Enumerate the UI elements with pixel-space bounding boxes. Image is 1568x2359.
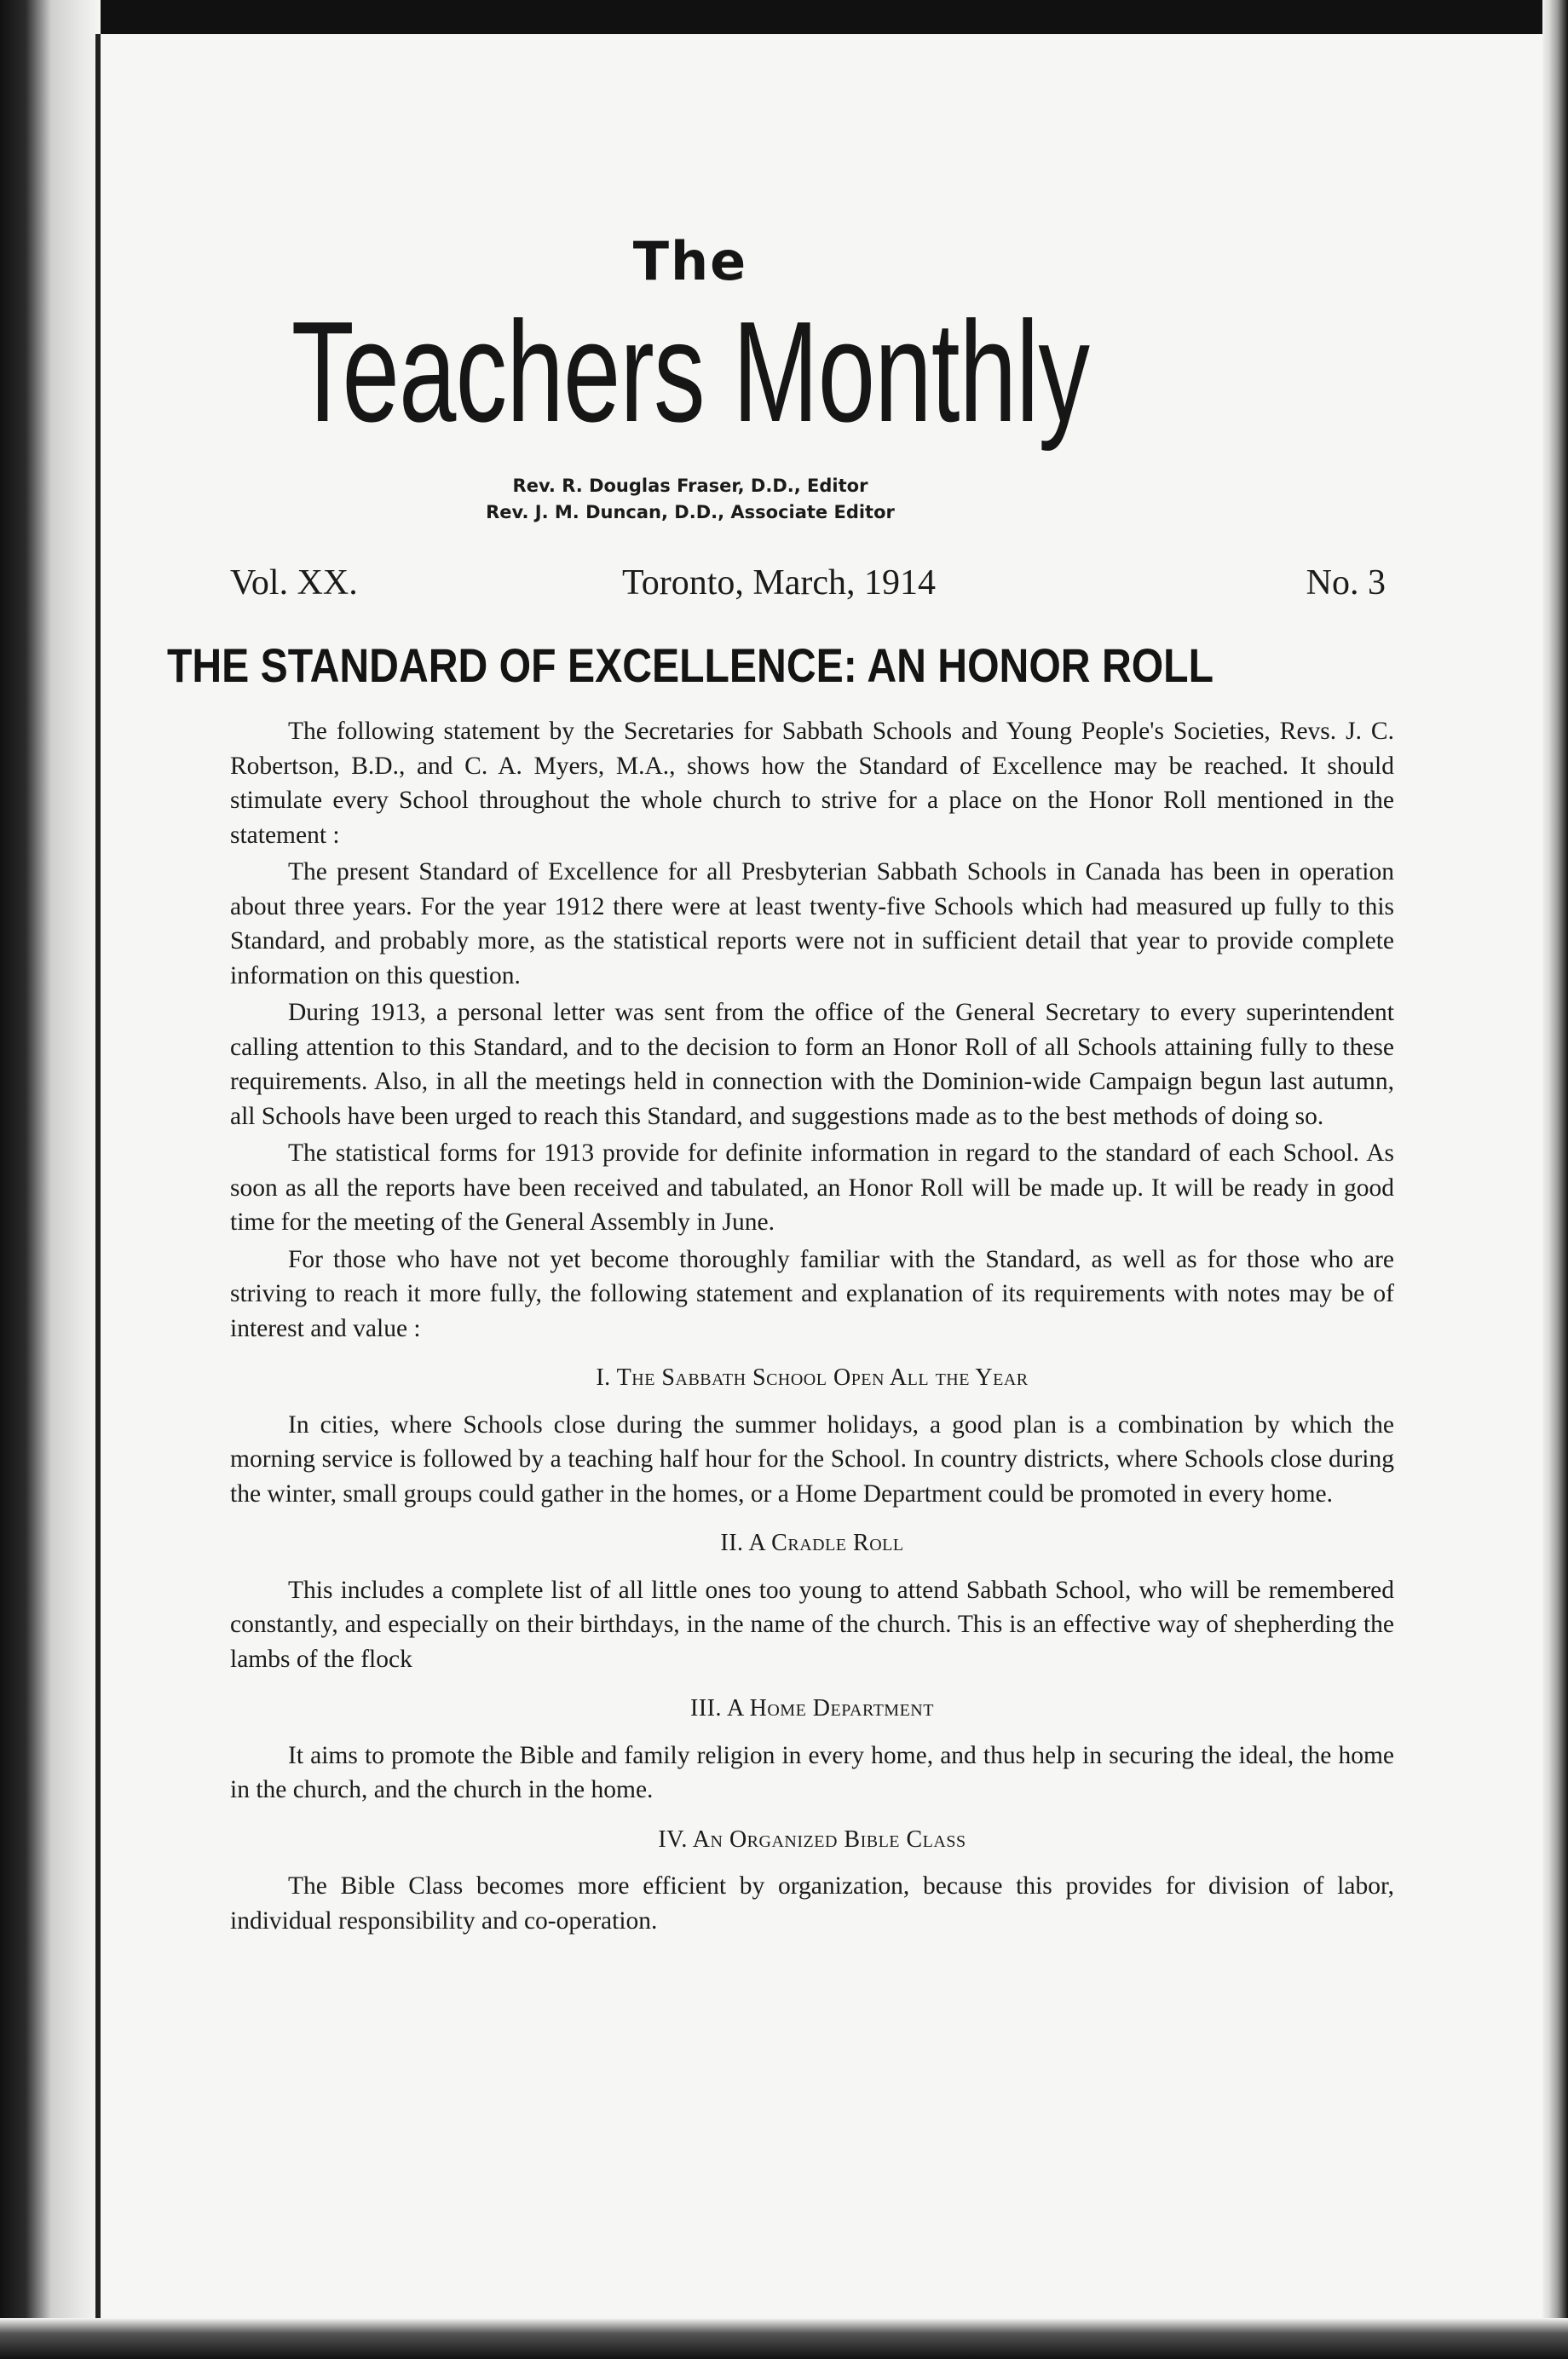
editors-block <box>0 473 1381 526</box>
issue-line <box>230 562 1386 610</box>
paragraph: The following statement by the Secretaries for Sabbath Schools and Young People's Societies, Revs. J. C. Robertson, B.D., and C. A. Myers, M.A., shows how the Standard of Excellence may be reached. It should stimulate every School throughout the whole church to strive for a place on the Honor Roll mentioned in the statement : <box>230 718 1394 849</box>
spine-line <box>95 34 101 2318</box>
paragraph: The statistical forms for 1913 provide for definite information in regard to the standard of each School. As soon as all the reports have been received and tabulated, an Honor Roll will be made up. It will be ready in good time for the meeting of the General Assembly in June. <box>230 1139 1394 1236</box>
section-heading: II. A Cradle Roll <box>720 1530 904 1556</box>
section-text: The Bible Class becomes more efficient by organization, because this provides for division of labor, individual responsibility and co-operation. <box>230 1872 1394 1935</box>
section-heading: III. A Home Department <box>690 1695 934 1722</box>
volume-label: Vol. XX. <box>230 563 358 603</box>
masthead-the: The <box>632 230 748 292</box>
page-edge-right <box>1542 0 1568 2359</box>
issue-number: No. 3 <box>1306 563 1386 603</box>
editor-line: Rev. R. Douglas Fraser, D.D., Editor <box>512 476 868 496</box>
paragraph: During 1913, a personal letter was sent from the office of the General Secretary to every superintendent calling attention to this Standard, and to the decision to form an Honor Roll of all Schools attaining fully to these requirements. Also, in all the meetings held in connection with the Dominion-wide Campaign begun last autumn, all Schools have been urged to reach this Standard, and suggestions made as to the best methods of doing so. <box>230 999 1394 1130</box>
article-body <box>230 714 1394 1938</box>
place-date: Toronto, March, 1914 <box>622 563 936 603</box>
section-text: In cities, where Schools close during the summer holidays, a good plan is a combination by which the morning service is followed by a teaching half hour for the School. In country districts, where Schools close during the winter, small groups could gather in the homes, or a Home Department could be promoted in every home. <box>230 1410 1394 1508</box>
section-text: This includes a complete list of all little ones too young to attend Sabbath School, who will be remembered constantly, and especially on their birthdays, in the name of the church. This is an effective way of shepherding the lambs of the flock <box>230 1576 1394 1673</box>
paragraph: The present Standard of Excellence for all Presbyterian Sabbath Schools in Canada has been in operation about three years. For the year 1912 there were at least twenty-five Schools which had measured up fully to this Standard, and probably more, as the statistical reports were not in sufficient detail that year to provide complete information on this question. <box>230 858 1394 989</box>
masthead-title: Teachers Monthly <box>291 291 1090 452</box>
associate-editor-line: Rev. J. M. Duncan, D.D., Associate Editor <box>486 502 895 522</box>
article-headline: THE STANDARD OF EXCELLENCE: AN HONOR ROLL <box>166 638 1214 692</box>
book-gutter-left <box>0 0 101 2359</box>
scan-top-edge <box>0 0 1568 34</box>
section-heading: I. The Sabbath School Open All the Year <box>596 1364 1029 1391</box>
section-heading: IV. An Organized Bible Class <box>658 1825 966 1853</box>
section-text: It aims to promote the Bible and family religion in every home, and thus help in securing the ideal, the home in the church, and the church in the home. <box>230 1741 1394 1803</box>
scan-bottom-edge <box>0 2318 1568 2359</box>
paragraph: For those who have not yet become thoroughly familiar with the Standard, as well as for those who are striving to reach it more fully, the following statement and explanation of its requirements with notes may be of interest and value : <box>230 1245 1394 1342</box>
